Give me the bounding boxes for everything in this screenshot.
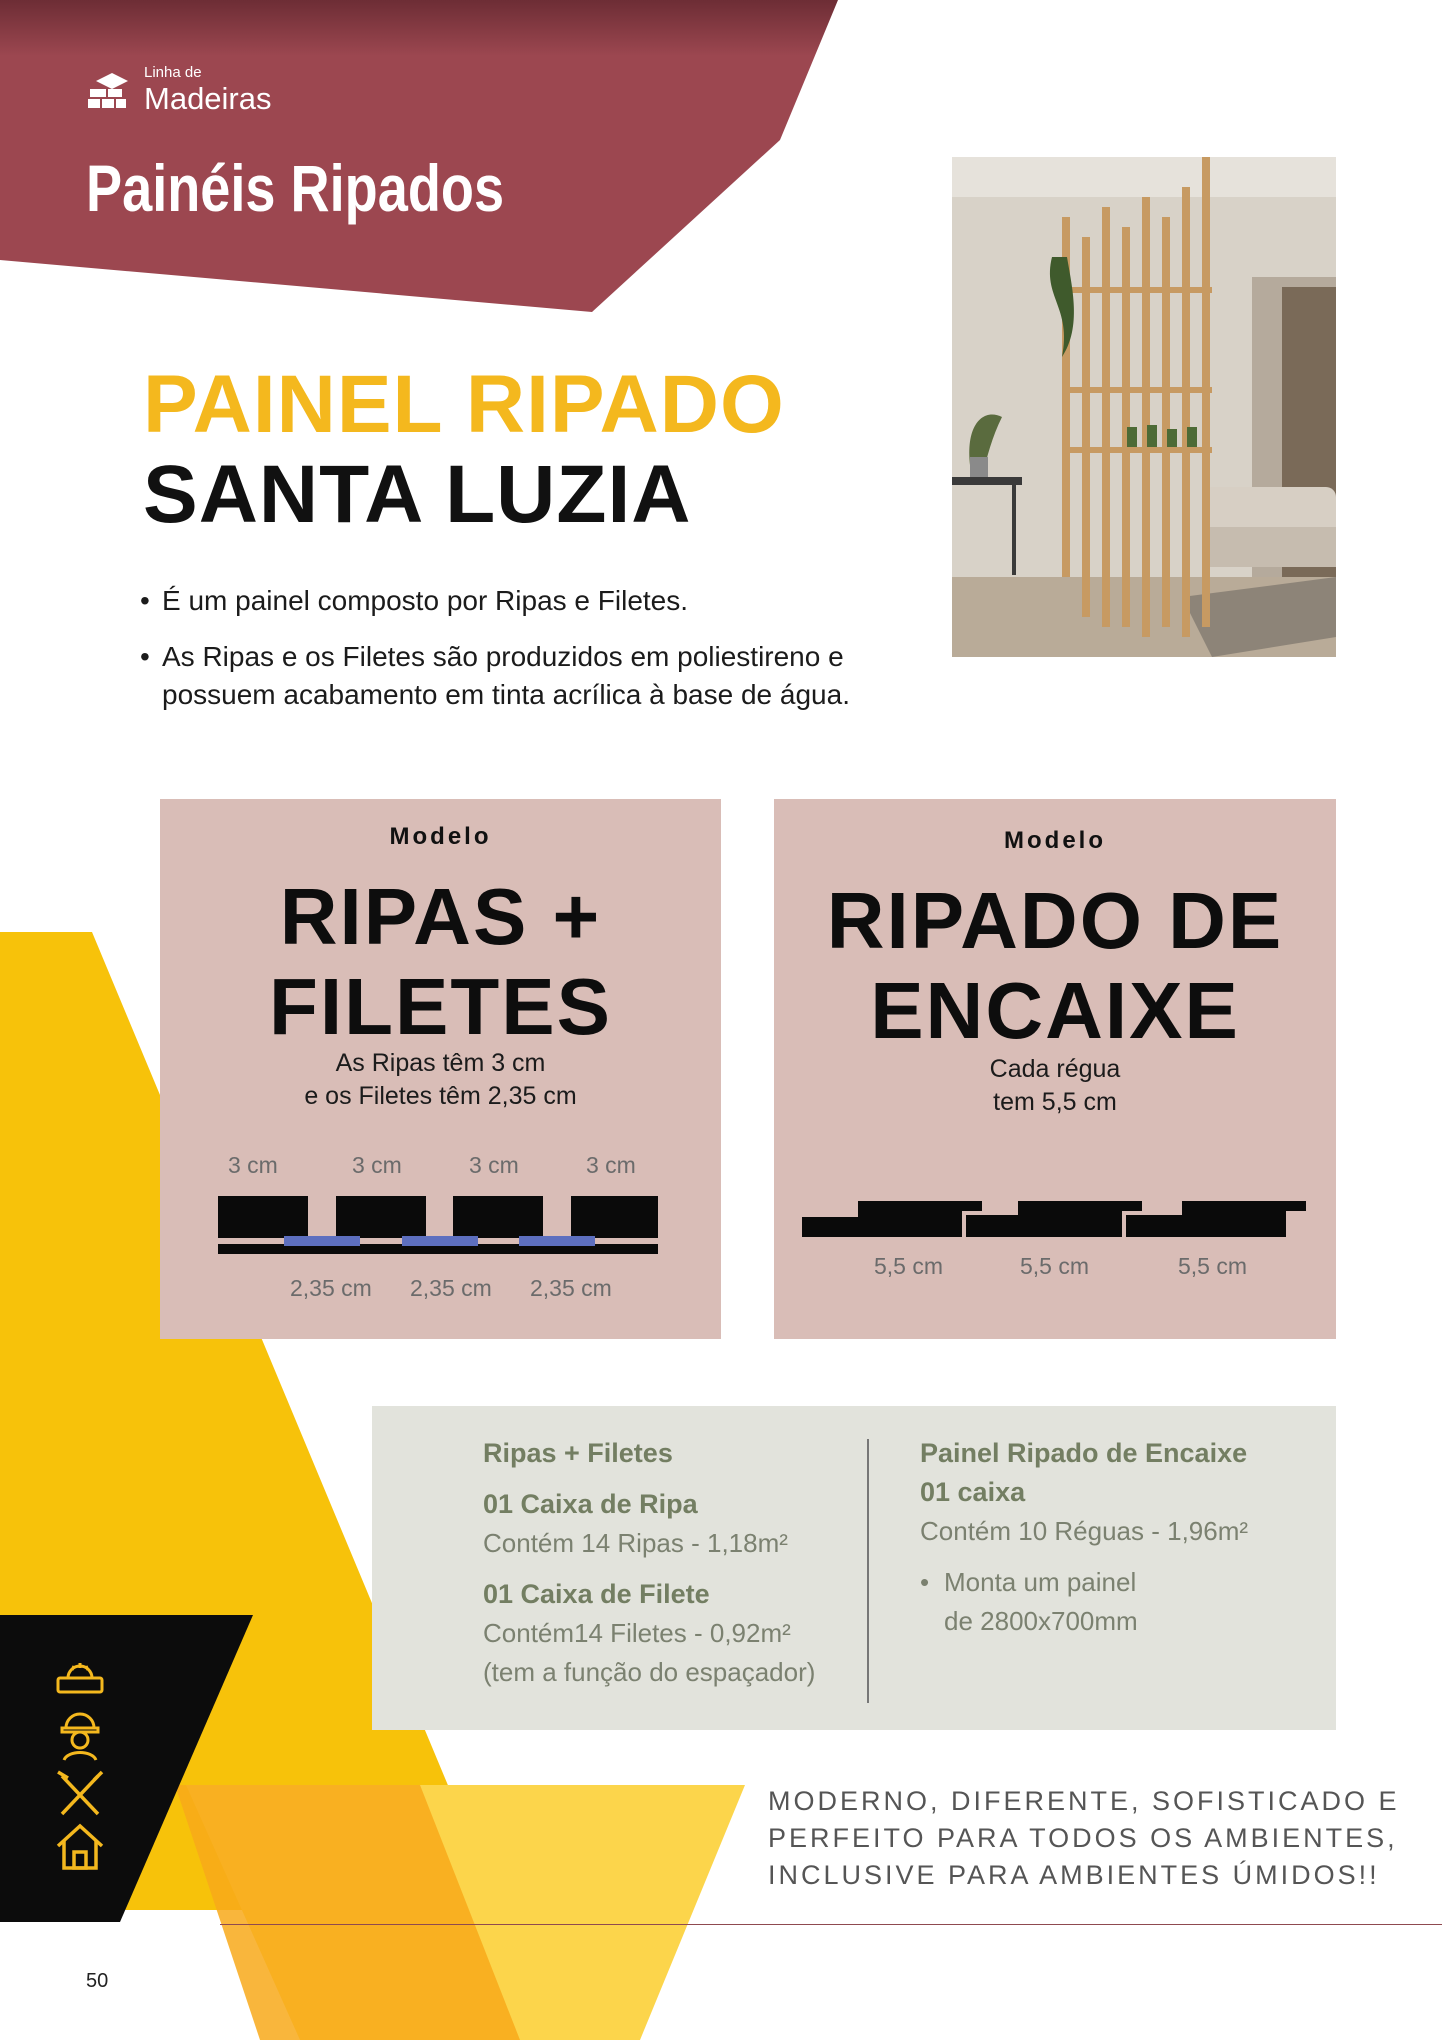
card-kicker: Modelo: [1004, 827, 1106, 854]
info-ripas-filetes: [483, 1434, 815, 1692]
card-subtitle-line1: Cada régua: [989, 1055, 1121, 1083]
product-name-line1: PAINEL RIPADO: [143, 359, 785, 450]
ripa-width-label: 3 cm: [586, 1152, 636, 1178]
filete-width-label: 2,35 cm: [290, 1275, 372, 1301]
card-subtitle-line1: As Ripas têm 3 cm: [335, 1049, 546, 1077]
card-title-line2: FILETES: [269, 962, 612, 1051]
description-text: As Ripas e os Filetes são produzidos em poliestireno e possuem acabamento em tinta acrílica à base de água.: [162, 641, 850, 710]
info-item-title: 01 caixa: [920, 1477, 1026, 1507]
info-divider: [867, 1439, 869, 1703]
card-kicker: Modelo: [389, 823, 492, 850]
card-title-line1: RIPADO DE: [826, 876, 1284, 965]
regua-width-label: 5,5 cm: [1178, 1253, 1248, 1279]
info-heading: Ripas + Filetes: [483, 1438, 673, 1468]
info-ripado-encaixe: [920, 1434, 1248, 1641]
description-item: [140, 638, 920, 714]
filete-width-label: 2,35 cm: [410, 1275, 492, 1301]
bullet-glyph: •: [140, 641, 150, 672]
info-item-text: Contém 10 Réguas - 1,96m²: [920, 1516, 1249, 1546]
info-bullet: [920, 1563, 1248, 1602]
filete-width-label: 2,35 cm: [530, 1275, 612, 1301]
card-subtitle-line2: e os Filetes têm 2,35 cm: [304, 1082, 577, 1110]
house-icon: [58, 1826, 102, 1868]
section-title: Painéis Ripados: [86, 151, 505, 225]
card-title-line1: RIPAS +: [279, 872, 602, 961]
tagline-line2: PERFEITO PARA TODOS OS AMBIENTES,: [768, 1823, 1398, 1853]
info-item-text: Contém14 Filetes - 0,92m²: [483, 1618, 791, 1648]
tools-icon: [58, 1772, 102, 1814]
ripa-width-label: 3 cm: [469, 1152, 519, 1178]
info-item-note: (tem a função do espaçador): [483, 1657, 816, 1687]
regua-width-label: 5,5 cm: [1020, 1253, 1090, 1279]
ripa-width-label: 3 cm: [352, 1152, 402, 1178]
ripa-profile: [218, 1196, 658, 1238]
product-description-list: [140, 582, 920, 732]
card-subtitle-line2: tem 5,5 cm: [993, 1088, 1117, 1116]
description-text: É um painel composto por Ripas e Filetes.: [162, 585, 689, 616]
wood-planks-icon: [86, 67, 130, 111]
info-heading: Painel Ripado de Encaixe: [920, 1438, 1248, 1468]
brand-logo: [86, 62, 272, 116]
tagline-line1: MODERNO, DIFERENTE, SOFISTICADO E: [768, 1786, 1400, 1816]
model-card-ripas-filetes: [160, 799, 721, 1339]
regua-profile: [802, 1201, 1306, 1237]
saw-blade-icon: [58, 1663, 102, 1692]
brand-name: Madeiras: [144, 80, 272, 116]
ripas-filetes-profile-diagram: [218, 1196, 658, 1258]
info-item-title: 01 Caixa de Filete: [483, 1579, 710, 1609]
info-item-text: Contém 14 Ripas - 1,18m²: [483, 1528, 788, 1558]
ripa-width-label: 3 cm: [228, 1152, 278, 1178]
bullet-glyph: •: [140, 585, 150, 616]
description-item: [140, 582, 920, 620]
info-item-title: 01 Caixa de Ripa: [483, 1489, 698, 1519]
filete-profile: [284, 1236, 595, 1246]
tagline: [768, 1783, 1400, 1894]
brand-small-text: Linha de: [144, 63, 202, 81]
encaixe-profile-diagram: [802, 1201, 1310, 1241]
page-number: 50: [86, 1970, 109, 1992]
bullet-glyph: •: [920, 1567, 930, 1597]
tagline-line3: INCLUSIVE PARA AMBIENTES ÚMIDOS!!: [768, 1860, 1380, 1890]
card-title-line2: ENCAIXE: [870, 966, 1240, 1055]
info-bullet-line1: Monta um painel: [944, 1567, 1137, 1597]
worker-icon: [62, 1714, 98, 1760]
side-icons: [50, 1658, 110, 1878]
bottom-rule: [220, 1924, 1442, 1925]
model-card-ripado-encaixe: [774, 799, 1336, 1339]
regua-width-label: 5,5 cm: [874, 1253, 944, 1279]
info-bullet-line2: de 2800x700mm: [944, 1606, 1138, 1636]
packaging-info-box: [372, 1406, 1336, 1730]
room-photo: [952, 157, 1336, 657]
product-name-line2: SANTA LUZIA: [143, 449, 692, 540]
